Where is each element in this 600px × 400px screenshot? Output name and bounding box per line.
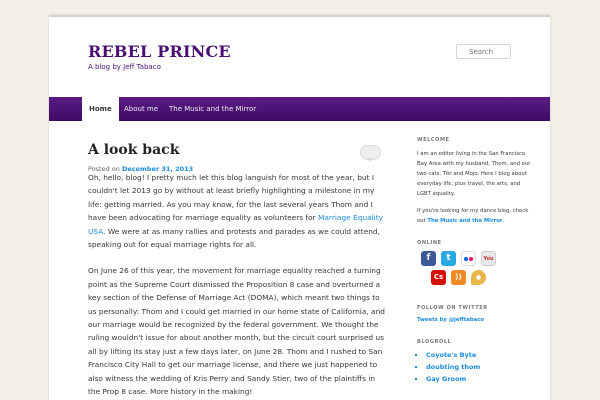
tweets-link[interactable]: Tweets by @jefftabaco <box>417 317 484 323</box>
blogroll-link-coyotes-byte[interactable]: Coyote's Byte <box>426 351 477 359</box>
blogroll-list <box>417 349 535 385</box>
twitter-icon[interactable]: t <box>441 251 456 266</box>
welcome-widget-title: WELCOME <box>417 137 450 143</box>
dance-blog-text <box>417 206 535 226</box>
main-navigation <box>49 97 550 121</box>
list-item <box>426 361 535 373</box>
page <box>49 15 550 400</box>
twitter-widget-title: FOLLOW ON TWITTER <box>417 305 488 311</box>
rss-icon[interactable]: )) <box>451 270 466 285</box>
post-date-link[interactable]: December 31, 2013 <box>121 165 194 173</box>
posted-on-label: Posted on <box>88 165 120 173</box>
feed-icon[interactable]: ● <box>471 270 486 285</box>
dance-blog-end: . <box>502 218 505 224</box>
music-and-mirror-link[interactable]: The Music and the Mirror <box>427 218 503 224</box>
post-content <box>88 171 388 400</box>
paragraph-1-text-end: . We were at as many rallies and protests and parades as we could attend, speaking out for equal marriage rights for all. <box>88 226 380 250</box>
facebook-icon[interactable]: f <box>421 251 436 266</box>
flickr-icon[interactable] <box>461 251 476 266</box>
youtube-icon[interactable]: You <box>481 251 496 266</box>
list-item <box>426 349 535 361</box>
marriage-equality-link[interactable]: Marriage Equality USA <box>88 213 383 236</box>
comment-bubble-icon[interactable] <box>360 145 381 160</box>
paragraph-1-text: Oh, hello, blog! I pretty much let this blog languish for most of the year, but I couldn't let 2013 go by without at least briefly highlighting a milestone in my life: getting married. As you may know, for the last several years Thom and I have been advocating for marriage equality as volunteers for <box>88 173 375 223</box>
social-icons <box>417 251 535 295</box>
nav-item-home[interactable]: Home <box>82 97 119 121</box>
top-border <box>49 15 550 17</box>
blogroll-link-doubting-thom[interactable]: doubting thom <box>426 363 481 371</box>
sidebar <box>417 137 535 385</box>
lastfm-icon[interactable]: Cs <box>431 270 446 285</box>
site-title[interactable]: REBEL PRINCE <box>88 42 231 61</box>
list-item <box>426 373 535 385</box>
welcome-text: I am an editor living in the San Francisco Bay Area with my husband, Thom, and our two cats, Tiki and Mojo. Here I blog about everyday life, plus travel, the arts, and LGBT equality. <box>417 151 531 197</box>
nav-item-music-and-mirror[interactable]: The Music and the Mirror <box>169 105 257 113</box>
paragraph-2: On June 26 of this year, the movement for marriage equality reached a turning point as the Supreme Court dismissed the Proposition 8 case and overturned a key section of the Defense of Marriage Act (DOMA), which meant two things to us personally: Thom and I could get married in our home state of California, and our marriage would be recognized by the federal government. We thought the ruling wouldn't issue for about another month, but the circuit court surprised us all by lifting its stay just a few days later, on June 28. Thom and I rushed to San Francisco City Hall to get our marriage license, and there we just happened to also witness the wedding of Kris Perry and Sandy Stier, two of the plaintiffs in the Prop 8 case. More history in the making! <box>88 266 385 397</box>
post-title[interactable]: A look back <box>88 142 180 158</box>
search-input[interactable] <box>456 44 511 59</box>
dance-blog-intro: If you're looking for my dance blog, check out <box>417 208 529 224</box>
nav-item-about-me[interactable]: About me <box>124 105 159 113</box>
online-widget-title: ONLINE <box>417 240 442 246</box>
paragraph-1 <box>88 171 388 251</box>
site-description: A blog by Jeff Tabaco <box>88 63 161 71</box>
blogroll-widget-title: BLOGROLL <box>417 339 452 345</box>
blogroll-link-gay-groom[interactable]: Gay Groom <box>426 375 467 383</box>
